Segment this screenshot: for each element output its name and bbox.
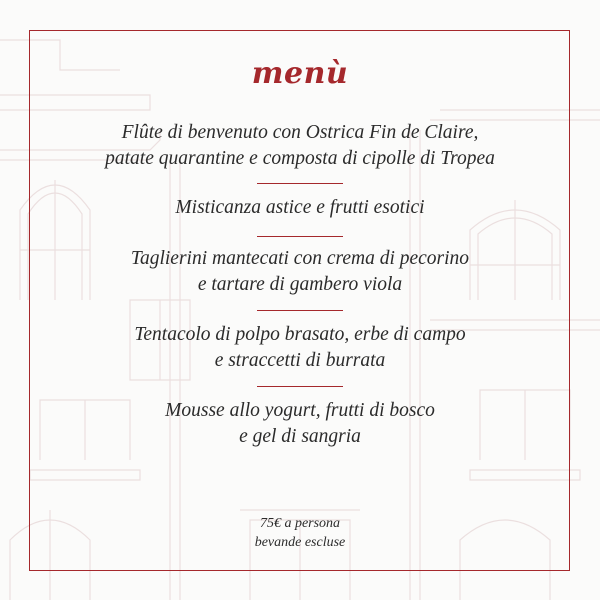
menu-border-frame — [29, 30, 570, 571]
course-divider — [257, 386, 343, 387]
price-per-person: 75€ a persona — [259, 516, 341, 531]
course-1-line-1: Flûte di benvenuto con Ostrica Fin de Claire, — [121, 122, 479, 143]
course-divider — [257, 236, 343, 237]
price-note — [0, 514, 600, 552]
menu-title: menù — [251, 56, 349, 91]
course-5 — [0, 398, 600, 450]
course-divider — [257, 183, 343, 184]
course-5-line-1: Mousse allo yogurt, frutti di bosco — [165, 400, 435, 421]
course-2-line-1: Misticanza astice e frutti esotici — [175, 197, 425, 218]
course-1-line-2: patate quarantine e composta di cipolle di Tropea — [105, 148, 495, 169]
course-3-line-2: e tartare di gambero viola — [197, 274, 403, 295]
course-divider — [257, 310, 343, 311]
course-5-line-2: e gel di sangria — [239, 426, 361, 447]
drinks-excluded-note: bevande escluse — [254, 535, 346, 550]
course-4 — [0, 322, 600, 374]
course-1 — [0, 120, 600, 172]
course-4-line-2: e straccetti di burrata — [214, 350, 386, 371]
course-3 — [0, 246, 600, 298]
course-4-line-1: Tentacolo di polpo brasato, erbe di campo — [134, 324, 466, 345]
course-3-line-1: Taglierini mantecati con crema di pecorino — [130, 248, 470, 269]
course-2 — [0, 195, 600, 221]
